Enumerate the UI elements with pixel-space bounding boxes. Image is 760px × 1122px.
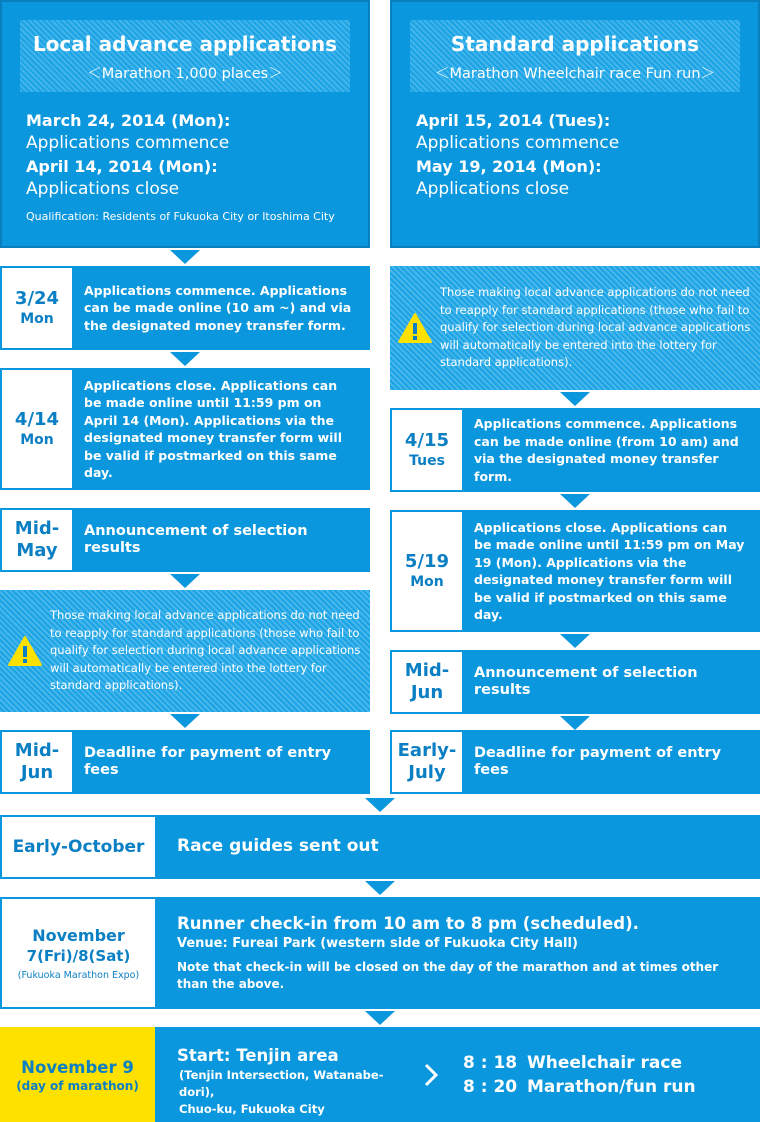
right-step-row <box>390 510 760 632</box>
step-day: Jun <box>410 682 444 703</box>
step-text: Deadline for payment of entry fees <box>462 730 760 794</box>
chevron-right-icon <box>423 1063 439 1087</box>
start-address-1: (Tenjin Intersection, Watanabe-dori), <box>179 1068 384 1099</box>
right-step-row <box>390 408 760 492</box>
race-day-row <box>0 1027 760 1122</box>
local-advance-header <box>0 0 370 248</box>
step-text: Announcement of selection results <box>462 650 760 714</box>
arrow-down-icon <box>170 714 200 728</box>
local-advance-start-desc: Applications commence <box>26 133 230 153</box>
left-step-row <box>0 508 370 572</box>
local-advance-title-band <box>20 20 350 92</box>
checkin-month: November <box>32 925 125 945</box>
step-date: 5/19 <box>404 551 450 572</box>
step-day: Mon <box>20 432 54 448</box>
step-day: Mon <box>20 311 54 327</box>
arrow-down-icon <box>365 881 395 895</box>
start-location: Start: Tenjin area <box>177 1046 339 1065</box>
start-address-2: Chuo-ku, Fukuoka City <box>179 1102 325 1116</box>
step-date: Early- <box>397 740 457 761</box>
local-advance-title: Local advance applications <box>32 32 338 56</box>
warning-icon <box>8 635 42 667</box>
step-date: Mid- <box>14 518 60 539</box>
standard-title: Standard applications <box>450 32 700 56</box>
standard-close-desc: Applications close <box>416 179 570 199</box>
step-date: 4/14 <box>14 409 60 430</box>
checkin-days: 7(Fri)/8(Sat) <box>26 946 131 965</box>
arrow-down-icon <box>560 716 590 730</box>
left-step-row <box>0 266 370 350</box>
race-day-date: November 9 <box>21 1057 134 1077</box>
arrow-down-icon <box>170 574 200 588</box>
arrow-down-icon <box>560 634 590 648</box>
standard-title-band <box>410 20 740 92</box>
right-step-row <box>390 650 760 714</box>
step-day: July <box>408 762 446 783</box>
step-day: Jun <box>20 762 54 783</box>
arrow-down-icon <box>170 352 200 366</box>
step-date: 4/15 <box>404 430 450 451</box>
race-guides-text: Race guides sent out <box>155 815 760 879</box>
checkin-row <box>0 897 760 1009</box>
arrow-down-icon <box>365 798 395 812</box>
event-marathon: Marathon/fun run <box>527 1077 696 1097</box>
arrow-down-icon <box>560 494 590 508</box>
checkin-expo: (Fukuoka Marathon Expo) <box>17 969 140 981</box>
standard-start-desc: Applications commence <box>416 133 620 153</box>
arrow-down-icon <box>560 392 590 406</box>
step-text: Applications close. Applications can be made online until 11:59 pm on April 14 (Mon). Applications via the designated money transfer form will be valid if postmarked on this same day. <box>72 368 370 490</box>
standard-header <box>390 0 760 248</box>
local-advance-subtitle: ＜Marathon 1,000 places＞ <box>87 66 283 82</box>
step-day: Tues <box>409 453 445 469</box>
checkin-hours: Runner check-in from 10 am to 8 pm (scheduled). <box>177 914 639 933</box>
right-reapply-note <box>390 266 760 390</box>
standard-subtitle: ＜Marathon Wheelchair race Fun run＞ <box>434 66 716 82</box>
event-wheelchair: Wheelchair race <box>527 1053 682 1073</box>
checkin-note: Note that check-in will be closed on the day of the marathon and at times other than the above. <box>177 960 719 991</box>
step-date: Mid- <box>14 740 60 761</box>
race-day-label <box>0 1027 155 1122</box>
step-date: 3/24 <box>14 288 60 309</box>
time-wheelchair: 8 : 18 <box>463 1053 518 1073</box>
note-text: Those making local advance applications do not need to reapply for standard applications (those who fail to qualify for selection during local advance applications will automatically be entered into the lottery for standard applications). <box>440 285 751 370</box>
note-text: Those making local advance applications do not need to reapply for standard applications (those who fail to qualify for selection during local advance applications will automatically be entered into the lottery for standard applications). <box>50 608 361 693</box>
local-advance-start-date: March 24, 2014 (Mon): <box>26 111 231 130</box>
arrow-down-icon <box>170 250 200 264</box>
step-text: Applications commence. Applications can be made online (10 am ~) and via the designated money transfer form. <box>72 266 370 350</box>
step-text: Announcement of selection results <box>72 508 370 572</box>
right-step-row <box>390 730 760 794</box>
checkin-venue: Venue: Fureai Park (western side of Fukuoka City Hall) <box>177 936 578 951</box>
step-date: Mid- <box>404 660 450 681</box>
standard-close-date: May 19, 2014 (Mon): <box>416 157 602 176</box>
time-marathon: 8 : 20 <box>463 1077 518 1097</box>
standard-start-date: April 15, 2014 (Tues): <box>416 111 611 130</box>
race-guides-row <box>0 815 760 879</box>
arrow-down-icon <box>365 1011 395 1025</box>
step-text: Applications close. Applications can be made online until 11:59 pm on May 19 (Mon). Applications via the designated money transfer form will be valid if postmarked on this same day. <box>462 510 760 632</box>
left-step-row <box>0 730 370 794</box>
step-day: May <box>16 540 58 561</box>
step-text: Applications commence. Applications can be made online (from 10 am) and via the designated money transfer form. <box>462 408 760 492</box>
step-day: Mon <box>410 574 444 590</box>
local-advance-close-date: April 14, 2014 (Mon): <box>26 157 218 176</box>
race-day-sub: (day of marathon) <box>16 1078 139 1093</box>
left-step-row <box>0 368 370 490</box>
race-guides-date: Early-October <box>12 837 145 857</box>
left-reapply-note <box>0 590 370 712</box>
local-advance-close-desc: Applications close <box>26 179 180 199</box>
warning-icon <box>398 312 432 344</box>
qualification-note: Qualification: Residents of Fukuoka City or Itoshima City <box>26 210 335 223</box>
step-text: Deadline for payment of entry fees <box>72 730 370 794</box>
